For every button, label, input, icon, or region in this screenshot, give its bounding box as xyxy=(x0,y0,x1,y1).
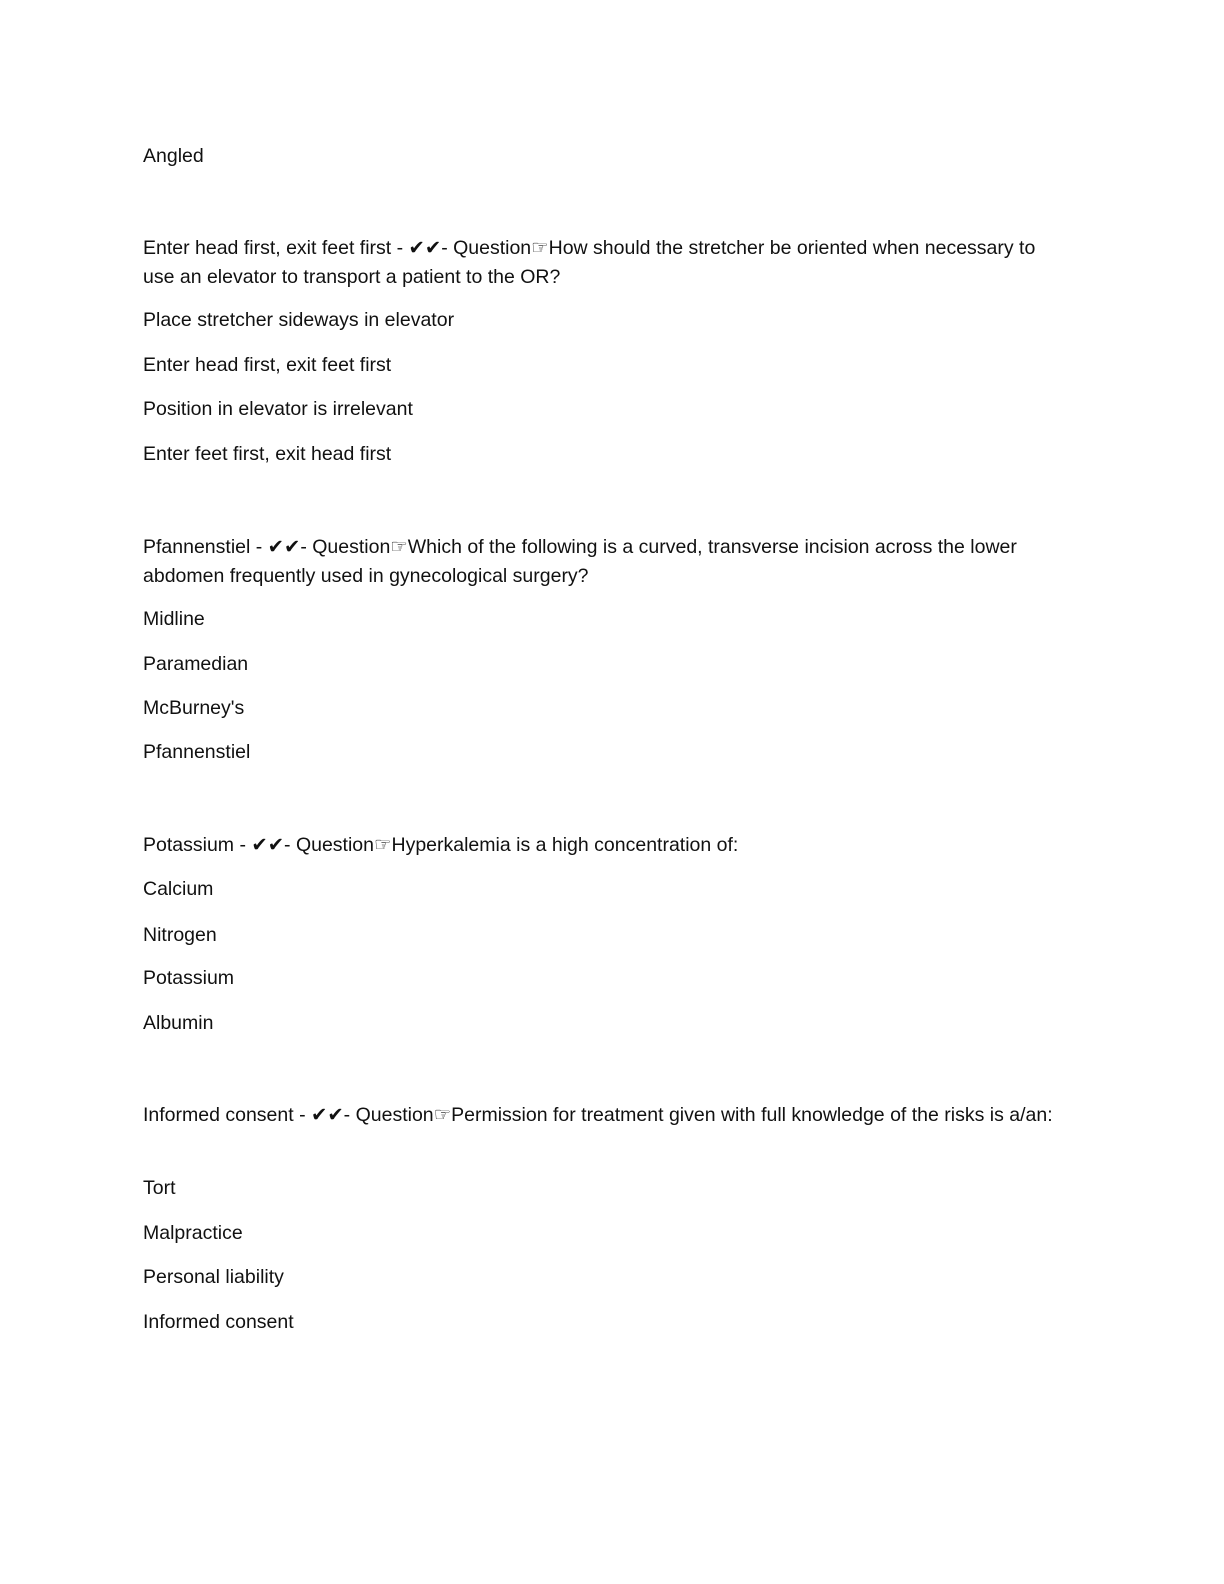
question-4-option-3: Personal liability xyxy=(143,1266,284,1288)
question-4-option-1: Tort xyxy=(143,1177,176,1199)
question-1-option-1: Place stretcher sideways in elevator xyxy=(143,309,455,331)
question-3-option-1: Calcium xyxy=(143,878,214,900)
question-1-option-2: Enter head first, exit feet first xyxy=(143,354,392,376)
question-1-text: Enter head first, exit feet first - ✔✔- Question☞How should the stretcher be oriented when necessary to use an elevator to transport a patient to the OR? xyxy=(143,237,1036,288)
question-3-text: Potassium - ✔✔- Question☞Hyperkalemia is a high concentration of: xyxy=(143,834,739,856)
question-1-option-4: Enter feet first, exit head first xyxy=(143,443,392,465)
question-2-option-3: McBurney's xyxy=(143,697,245,719)
carryover-answer: Angled xyxy=(143,145,204,167)
question-1-option-3: Position in elevator is irrelevant xyxy=(143,398,413,420)
question-2-option-2: Paramedian xyxy=(143,653,249,675)
question-2-text: Pfannenstiel - ✔✔- Question☞Which of the following is a curved, transverse incision across the lower abdomen frequently used in gynecological surgery? xyxy=(143,536,1017,587)
question-4-text: Informed consent - ✔✔- Question☞Permission for treatment given with full knowledge of the risks is a/an: xyxy=(143,1104,1053,1126)
question-4-option-4: Informed consent xyxy=(143,1311,294,1333)
question-3-option-2: Nitrogen xyxy=(143,924,217,946)
question-2-option-1: Midline xyxy=(143,608,205,630)
question-4-option-2: Malpractice xyxy=(143,1222,243,1244)
question-3-option-3: Potassium xyxy=(143,967,235,989)
question-2-option-4: Pfannenstiel xyxy=(143,741,251,763)
question-3-option-4: Albumin xyxy=(143,1012,214,1034)
